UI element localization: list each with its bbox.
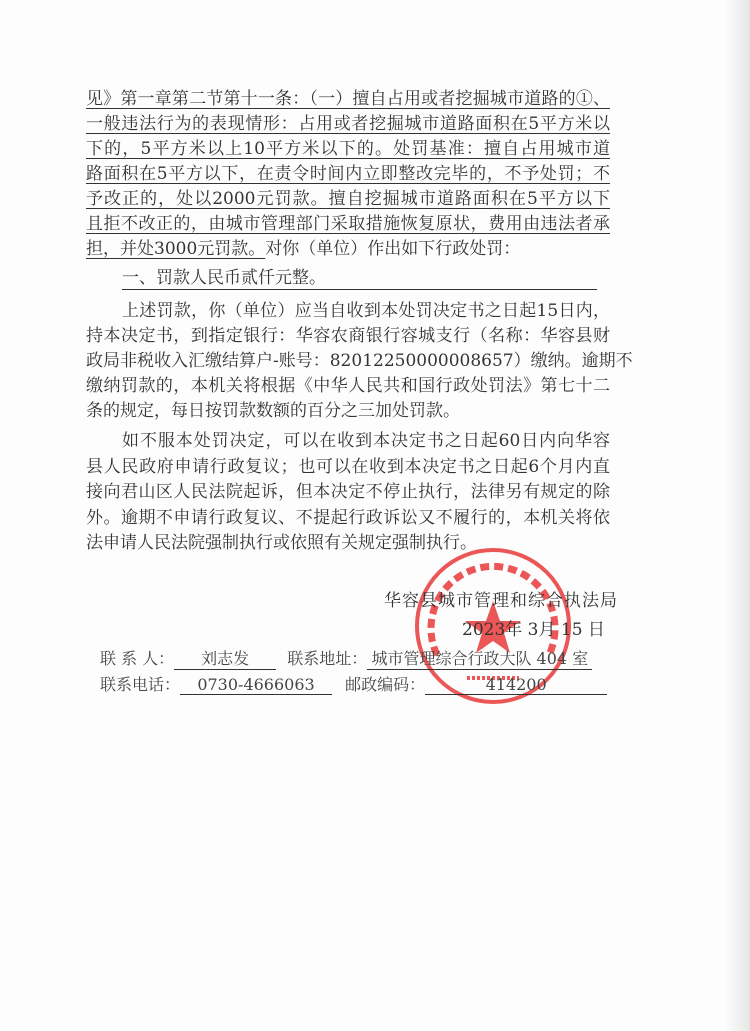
body-line	[86, 162, 610, 186]
body-line	[86, 212, 610, 236]
contact-address: 城市管理综合行政大队 404 室	[367, 646, 592, 670]
postcode-label: 邮政编码：	[345, 675, 426, 694]
appeal-line: 县人民政府申请行政复议；也可以在收到本决定书之日起6个月内直	[86, 457, 610, 477]
contact-person-label: 联 系 人：	[100, 649, 175, 668]
appeal-line: 如不服本处罚决定，可以在收到本决定书之日起60日内向华容	[122, 431, 610, 451]
issuing-org: 华容县城市管理和综合执法局	[384, 591, 618, 611]
scan-edge	[722, 0, 750, 1031]
penalty-text: 一、罚款人民币贰仟元整。	[122, 267, 597, 290]
postcode: 414200	[425, 675, 607, 695]
payment-line: 缴纳罚款的，本机关将根据《中华人民共和国行政处罚法》第七十二	[86, 376, 610, 396]
underlined-text: 见》第一章第二节第十一条：（一）擅自占用或者挖掘城市道路的①、	[86, 89, 610, 109]
penalty-item	[86, 266, 610, 290]
payment-line: 持本决定书，到指定银行：华容农商银行容城支行（名称：华容县财	[86, 326, 610, 346]
body-text: 对你（单位）作出如下行政处罚：	[265, 239, 521, 259]
underlined-text: 予改正的，处以2000元罚款。擅自挖掘城市道路面积在5平方以下	[86, 189, 610, 209]
contact-row-2	[100, 672, 607, 695]
body-line	[86, 112, 610, 136]
underlined-text: 路面积在5平方以下，在责令时间内立即整改完毕的，不予处罚；不	[86, 164, 610, 184]
appeal-line: 外。逾期不申请行政复议、不提起行政诉讼又不履行的，本机关将依	[86, 508, 610, 528]
contact-phone-label: 联系电话：	[100, 675, 181, 694]
body-line	[86, 87, 610, 111]
payment-line: 条的规定，每日按罚款数额的百分之三加处罚款。	[86, 401, 460, 421]
contact-phone: 0730-4666063	[180, 675, 332, 695]
payment-line: 政局非税收入汇缴结算户-账号：82012250000008657）缴纳。逾期不	[86, 351, 633, 371]
body-line	[86, 187, 610, 211]
underlined-text: 下的，5平方米以上10平方米以下的。处罚基准：擅自占用城市道	[86, 139, 610, 159]
contact-address-label: 联系地址：	[287, 649, 368, 668]
body-line	[86, 137, 610, 161]
body-line	[86, 237, 610, 261]
contact-person: 刘志发	[174, 646, 276, 670]
underlined-text: 担，并处3000元罚款。	[86, 239, 266, 259]
issue-date: 2023年 3月 15 日	[462, 620, 605, 640]
underlined-text: 一般违法行为的表现情形：占用或者挖掘城市道路面积在5平方米以	[86, 114, 610, 134]
appeal-line: 法申请人民法院强制执行或依照有关规定强制执行。	[86, 533, 477, 553]
contact-row-1	[100, 646, 592, 670]
appeal-line: 接向君山区人民法院起诉，但本决定不停止执行，法律另有规定的除	[86, 482, 610, 502]
underlined-text: 且拒不改正的，由城市管理部门采取措施恢复原状，费用由违法者承	[86, 214, 610, 234]
payment-line: 上述罚款，你（单位）应当自收到本处罚决定书之日起15日内，	[122, 301, 610, 321]
